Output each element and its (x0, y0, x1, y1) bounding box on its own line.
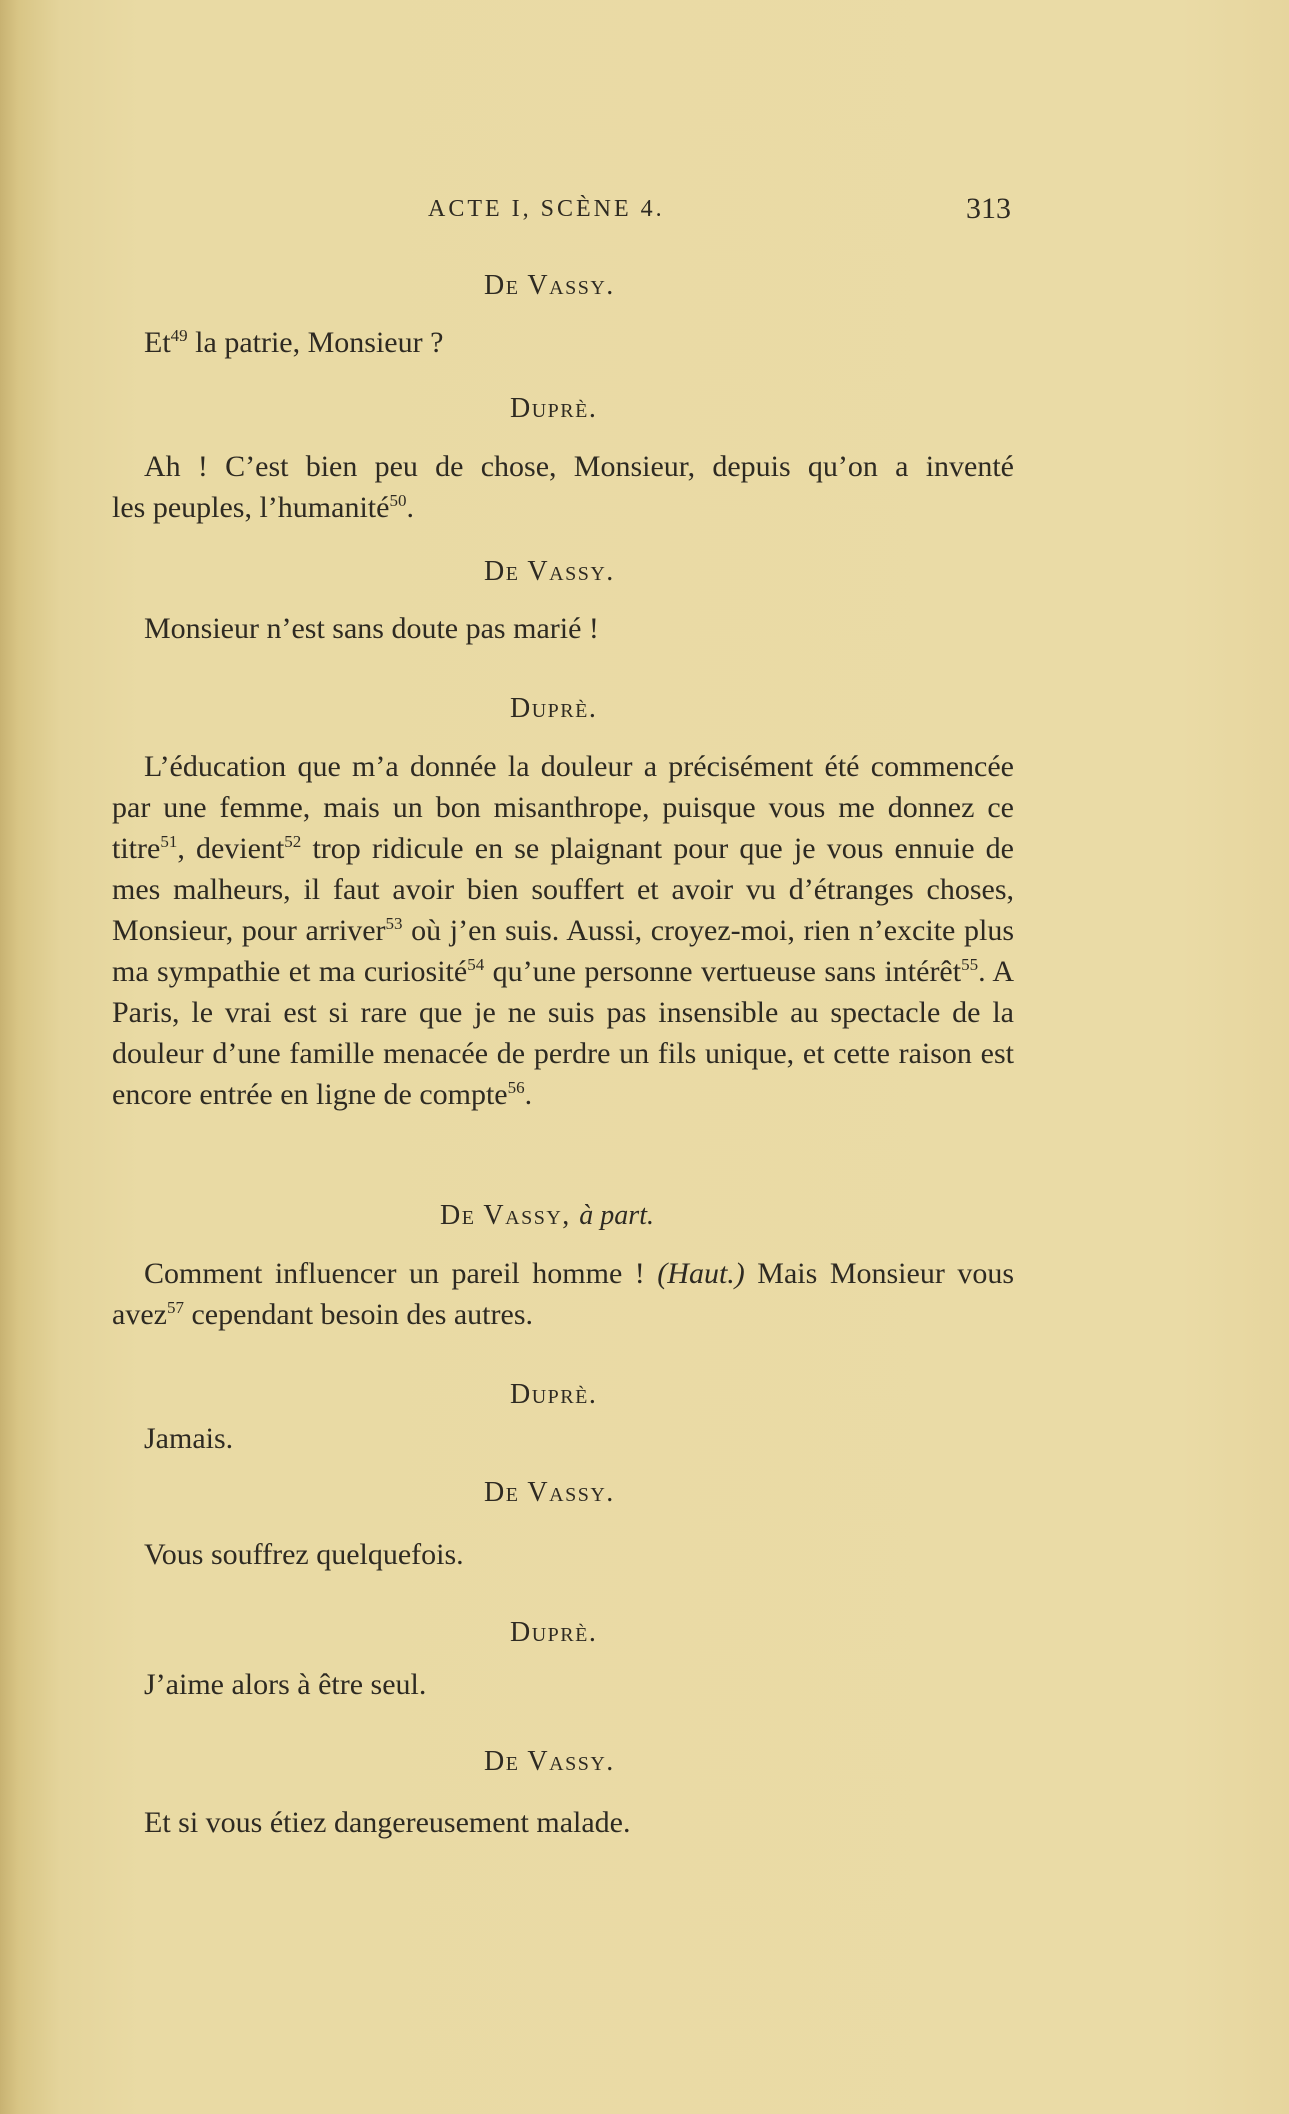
text-span: , devient (177, 832, 285, 865)
footnote-ref: 57 (166, 1298, 184, 1317)
speaker-name: Duprè. (510, 1617, 598, 1648)
speaker-name: Duprè. (510, 1379, 598, 1410)
text-span: qu’une personne vertueuse sans intérêt (484, 955, 962, 988)
stage-direction: à part. (579, 1200, 654, 1231)
footnote-ref: 49 (170, 326, 188, 345)
speech-text (112, 446, 1014, 528)
footnote-ref: 55 (961, 955, 979, 974)
speaker-name: De Vassy. (484, 1477, 615, 1508)
speech-text (112, 746, 1014, 1115)
footnote-ref: 56 (507, 1078, 525, 1097)
stage-direction: (Haut.) (657, 1257, 745, 1290)
text-span: Comment influencer un pareil homme ! (144, 1257, 658, 1290)
text-span: les peuples, l’humanité (112, 491, 390, 524)
speech-text (112, 322, 1014, 363)
footnote-ref: 54 (467, 955, 485, 974)
text-span: J’aime alors à être seul. (144, 1668, 427, 1701)
text-span: . (524, 1078, 533, 1111)
speech-text (112, 1664, 1014, 1705)
speaker-name: De Vassy. (484, 556, 615, 587)
text-span: cependant besoin des autres. (183, 1298, 533, 1331)
footnote-ref: 50 (389, 491, 407, 510)
text-span: Jamais. (144, 1422, 234, 1455)
text-span: . A Paris, le vrai est si rare que je ne suis pas insensible au spectacle de la douleur d’une famille menacée de perdre un fils unique, et cette raison est encore entrée en ligne de compte (112, 955, 1015, 1111)
text-span: Vous souffrez quelquefois. (144, 1538, 464, 1571)
speaker-name: De Vassy. (484, 270, 615, 301)
text-span: où j’en suis. Aussi, croyez-moi, rien n’excite plus ma sympathie et ma curiosité (112, 914, 1014, 988)
running-title: ACTE I, SCÈNE 4. (428, 196, 665, 222)
speech-text (112, 1253, 1014, 1335)
speaker-name: De Vassy. (484, 1746, 615, 1777)
speaker-name: De Vassy, (440, 1200, 571, 1231)
footnote-ref: 53 (385, 914, 403, 933)
speaker-name: Duprè. (510, 693, 598, 724)
speaker-name-with-aside (440, 1200, 654, 1232)
speaker-name: Duprè. (510, 393, 598, 424)
text-span: Et (144, 326, 171, 359)
text-span: trop ridicule en se plaignant pour que je vous ennuie de mes malheurs, il faut avoir bien souffert et avoir vu d’étranges choses, Monsieur, pour arriver (112, 832, 1014, 947)
text-span: . (406, 491, 414, 524)
page-number: 313 (966, 192, 1011, 225)
text-span: Monsieur n’est sans doute pas marié ! (144, 612, 599, 645)
page-header (0, 192, 1289, 236)
text-span: L’éducation que m’a donnée la douleur a précisément été commencée par une femme, mais un bon misanthrope, puisque vous me donnez ce titre (112, 750, 1014, 865)
text-span: la patrie, Monsieur ? (187, 326, 444, 359)
footnote-ref: 51 (160, 832, 178, 851)
text-span: Et si vous étiez dangereusement malade. (144, 1806, 631, 1839)
footnote-ref: 52 (284, 832, 302, 851)
speech-text (112, 1802, 1014, 1843)
speech-text (112, 608, 1014, 649)
speech-text (112, 1418, 1014, 1459)
text-span: Mais Monsieur vous avez (112, 1257, 1014, 1331)
text-span: Ah ! C’est bien peu de chose, Monsieur, depuis qu’on a inventé (144, 450, 1014, 483)
speech-text (112, 1534, 1014, 1575)
